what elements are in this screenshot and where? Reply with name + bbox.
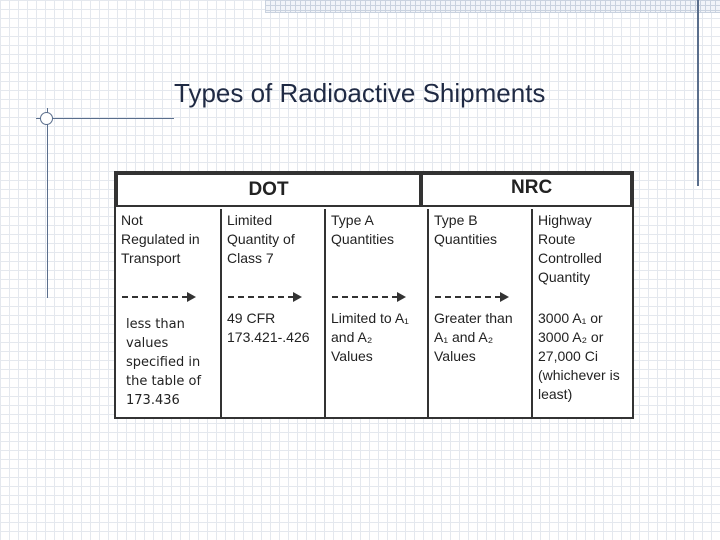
column-detail: 3000 A₁ or 3000 A₂ or 27,000 Ci (whichever is least) xyxy=(538,310,620,402)
dot-header: DOT xyxy=(116,173,421,207)
decorative-vertical-rule xyxy=(47,108,48,298)
decorative-horizontal-rule xyxy=(36,118,174,119)
column-type-b xyxy=(427,209,531,417)
column-limited-quantity xyxy=(220,209,324,417)
column-detail: Limited to A₁ and A₂ Values xyxy=(331,310,409,364)
column-type-a xyxy=(324,209,427,417)
arrow-icon xyxy=(228,292,302,302)
column-detail: Greater than A₁ and A₂ Values xyxy=(434,310,513,364)
column-heading: Limited Quantity of Class 7 xyxy=(227,212,295,266)
arrow-icon xyxy=(122,292,196,302)
decorative-header-band xyxy=(265,0,720,13)
nrc-header: NRC xyxy=(421,173,632,207)
column-heading: Highway Route Controlled Quantity xyxy=(538,212,602,285)
column-heading: Type A Quantities xyxy=(331,212,395,247)
decorative-circle xyxy=(40,112,53,125)
arrow-icon xyxy=(435,292,509,302)
arrow-icon xyxy=(332,292,406,302)
column-not-regulated xyxy=(116,209,220,417)
shipment-types-table xyxy=(114,171,634,419)
column-detail: 49 CFR 173.421-.426 xyxy=(227,310,310,345)
decorative-right-rule xyxy=(697,0,699,186)
slide-title: Types of Radioactive Shipments xyxy=(174,78,546,108)
column-heading: Type B Quantities xyxy=(434,212,498,247)
column-detail: less than values specified in the table of 173.436 xyxy=(126,317,202,408)
column-heading: Not Regulated in Transport xyxy=(121,212,200,266)
column-highway-route xyxy=(531,209,632,417)
